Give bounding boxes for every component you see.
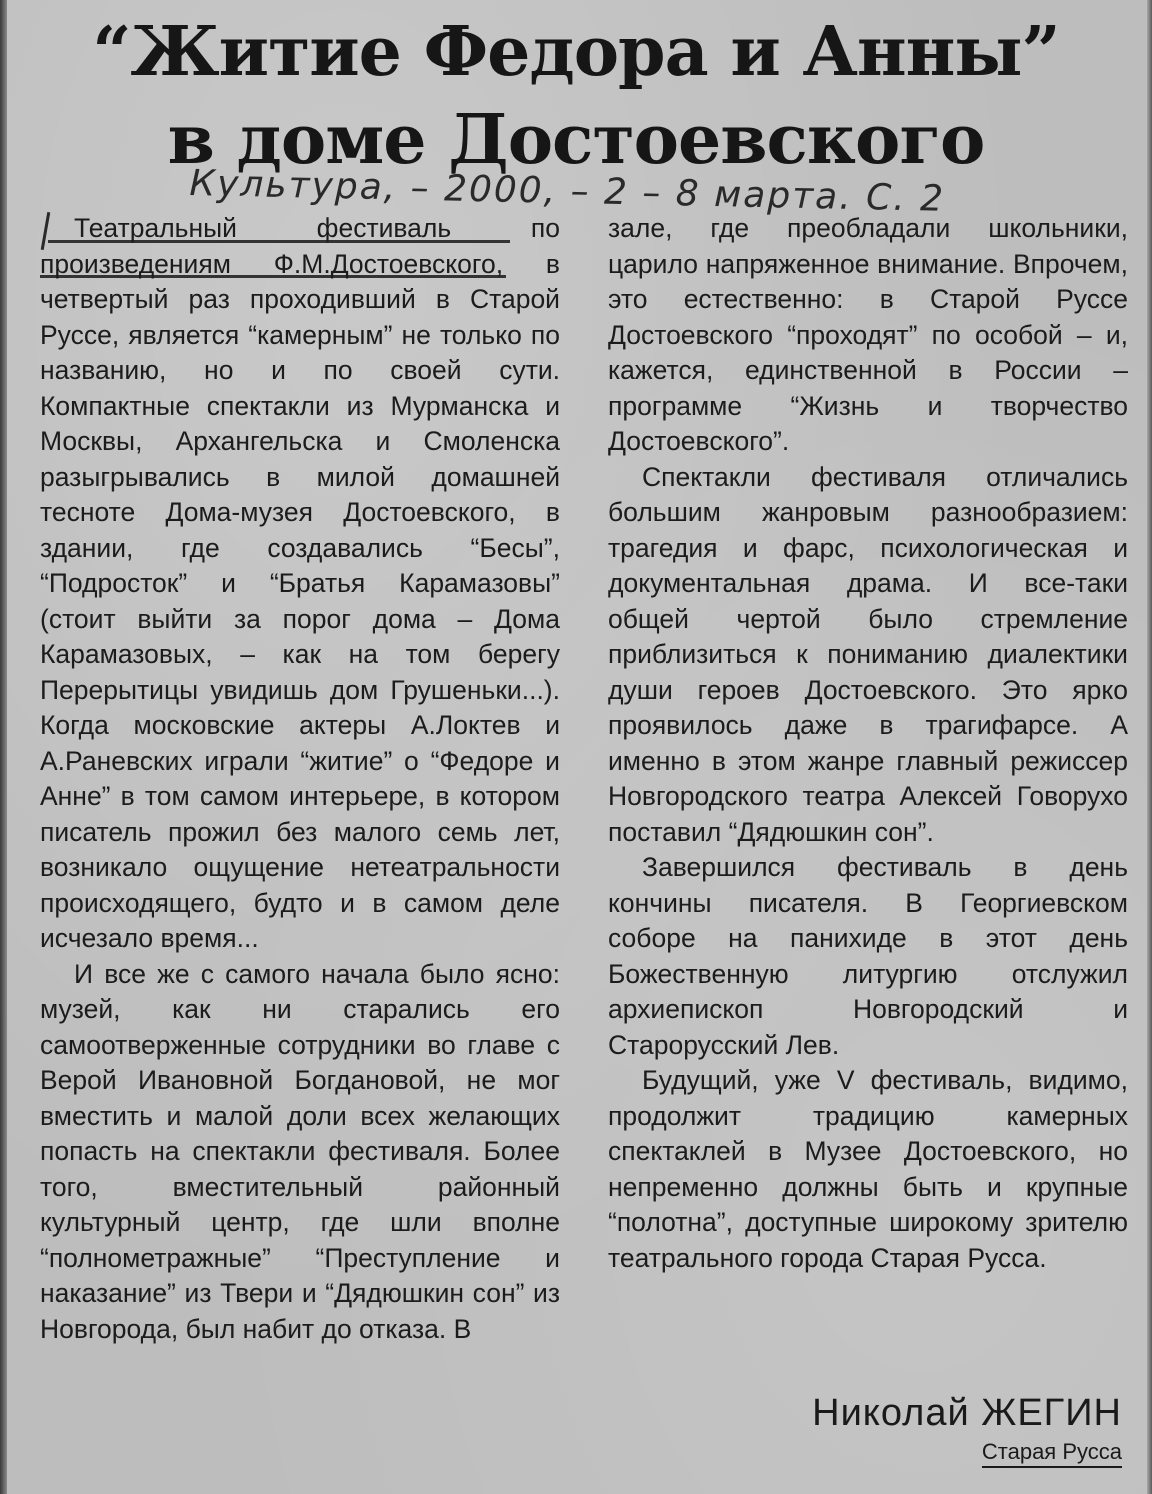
article-column-left [40,211,560,1347]
headline-line-1: “Житие Федора и Анны” [92,12,1060,92]
article-paragraph: И все же с самого начала было ясно: музей, как ни старались его самоотверженные сотрудники во главе с Верой Ивановной Богдановой, не мог вместить и малой доли всех желающих попасть на спектакли фестиваля. Более того, вместительный районный культурный центр, где шли вполне “полнометражные” “Преступление и наказание” из Твери и “Дядюшкин сон” из Новгорода, был набит до отказа. В [40,958,560,1344]
article-headline [0,8,1152,184]
author-location: Старая Русса [982,1438,1122,1468]
author-name: Николай ЖЕГИН [812,1392,1122,1434]
article-paragraph: Спектакли фестиваля отличались большим жанровым разнообразием: трагедия и фарс, психологическая и документальная драма. И все-таки общей чертой было стремление приблизиться к пониманию диалектики души героев Достоевского. Это ярко проявилось даже в трагифарсе. А именно в этом жанре главный режиссер Новгородского театра Алексей Говорухо поставил “Дядюшкин сон”. [608,461,1128,847]
article-paragraph: Завершился фестиваль в день кончины писателя. В Георгиевском соборе на панихиде в этот день Божественную литургию отслужил архиепископ Новгородский и Старорусский Лев. [608,852,1128,1060]
author-byline [812,1390,1122,1468]
headline-line-2: в доме Достоевского [167,100,985,180]
article-paragraph: зале, где преобладали школьники, царило напряженное внимание. Впрочем, это естественно: в Старой Руссе Достоевского “проходят” по особой – и, кажется, единственной в России – программе “Жизнь и творчество Достоевского”. [608,213,1128,456]
article-column-right [608,211,1128,1276]
scan-edge-left [0,0,7,1494]
article-paragraph: Театральный фестиваль по произведениям Ф.М.Достоевского, в четвертый раз проходивший в Старой Руссе, является “камерным” не только по названию, но и по своей сути. Компактные спектакли из Мурманска и Москвы, Архангельска и Смоленска разыгрывались в милой домашней тесноте Дома-музея Достоевского, в здании, где создавались “Бесы”, “Подросток” и “Братья Карамазовы” (стоит выйти за порог дома – Дома Карамазовых, – как на том берегу Перерытицы увидишь дом Грушеньки...). Когда московские актеры А.Локтев и А.Раневских играли “житие” о “Федоре и Анне” в том самом интерьере, в котором писатель прожил без малого семь лет, возникало ощущение нетеатральности происходящего, будто и в самом деле исчезало время... [40,213,560,953]
article-paragraph: Будущий, уже V фестиваль, видимо, продолжит традицию камерных спектаклей в Музее Достоевского, но непременно должны быть и крупные “полотна”, доступные широкому зрителю театрального города Старая Русса. [608,1065,1128,1273]
handwritten-source-note: Культура, – 2000, – 2 – 8 марта. С. 2 [189,162,946,220]
